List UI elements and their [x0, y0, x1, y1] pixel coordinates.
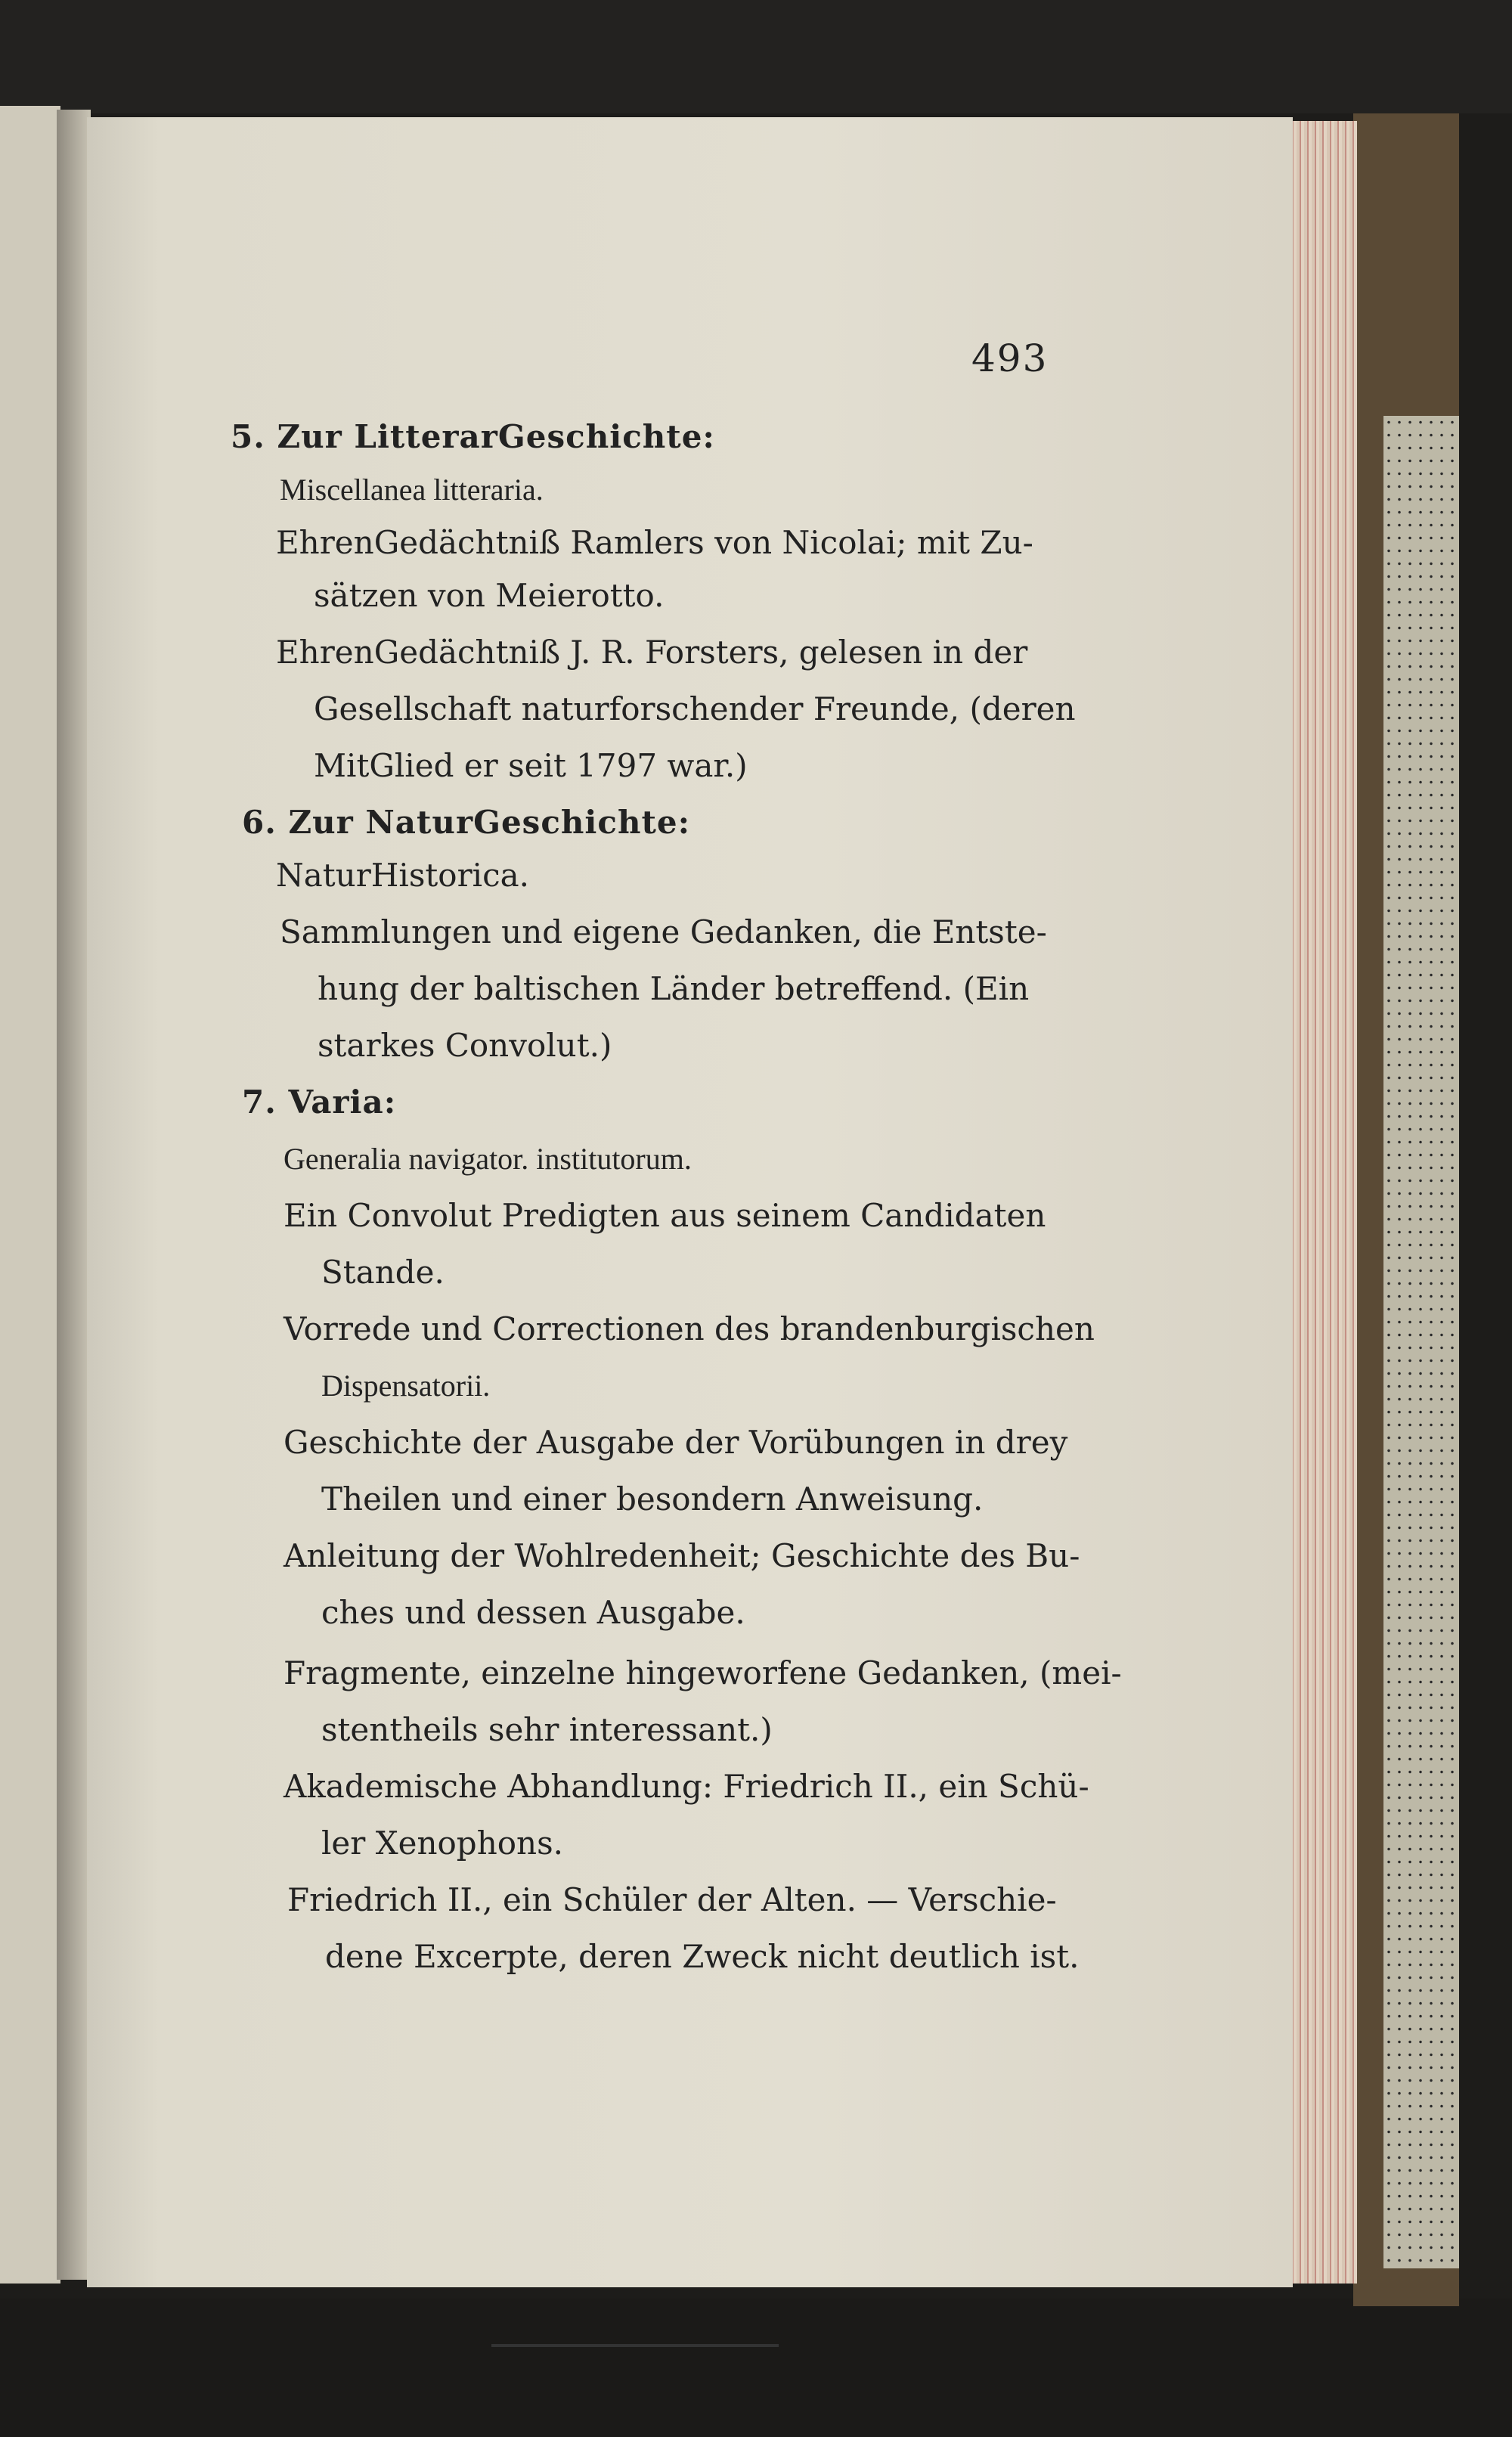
section-heading-5: 5. Zur LitterarGeschichte: [231, 418, 715, 455]
entry-continuation: ches und dessen Ausgabe. [321, 1594, 745, 1631]
entry-line: Geschichte der Ausgabe der Vorübungen in drey [284, 1424, 1068, 1461]
section-heading-7: 7. Varia: [242, 1084, 397, 1121]
entry-line: Miscellanea litteraria. [280, 473, 544, 507]
book-page [87, 117, 1293, 2287]
entry-continuation: sätzen von Meierotto. [314, 577, 665, 614]
section-heading-6: 6. Zur NaturGeschichte: [242, 804, 691, 841]
marbled-paper [1383, 416, 1459, 2268]
facing-page [0, 106, 60, 2284]
book-cover-top [0, 0, 1512, 113]
entry-continuation: stentheils sehr interessant.) [321, 1711, 773, 1748]
page-text [87, 117, 1293, 2287]
page-number: 493 [971, 336, 1049, 380]
entry-line: Sammlungen und eigene Gedanken, die Entste- [280, 913, 1047, 950]
entry-continuation: Theilen und einer besondern Anweisung. [321, 1480, 984, 1518]
book-cover-bottom [0, 2299, 1512, 2437]
entry-line: EhrenGedächtniß Ramlers von Nicolai; mit Zu- [276, 524, 1033, 561]
entry-continuation: hung der baltischen Länder betreffend. (Ein [318, 970, 1030, 1007]
entry-continuation: Dispensatorii. [321, 1369, 491, 1403]
entry-line: NaturHistorica. [276, 857, 529, 894]
page-edges [1289, 121, 1357, 2284]
closing-rule [491, 2344, 779, 2347]
entry-continuation: dene Excerpte, deren Zweck nicht deutlich ist. [325, 1938, 1080, 1975]
entry-line: Akademische Abhandlung: Friedrich II., ein Schü- [284, 1768, 1089, 1805]
entry-continuation: Stande. [321, 1254, 445, 1291]
gutter-shadow [57, 110, 91, 2280]
entry-line: Ein Convolut Predigten aus seinem Candidaten [284, 1197, 1046, 1234]
entry-line: Generalia navigator. institutorum. [284, 1142, 692, 1176]
entry-continuation: Gesellschaft naturforschender Freunde, (deren [314, 690, 1076, 727]
entry-continuation: MitGlied er seit 1797 war.) [314, 747, 748, 784]
entry-line: Fragmente, einzelne hingeworfene Gedanken, (mei- [284, 1654, 1122, 1691]
book-cover-right [1353, 113, 1459, 2306]
entry-line: Vorrede und Correctionen des brandenburgischen [284, 1310, 1095, 1347]
entry-continuation: ler Xenophons. [321, 1825, 563, 1862]
entry-line: Anleitung der Wohlredenheit; Geschichte des Bu- [284, 1537, 1080, 1574]
entry-line: EhrenGedächtniß J. R. Forsters, gelesen in der [276, 634, 1028, 671]
entry-line: Friedrich II., ein Schüler der Alten. — Verschie- [287, 1881, 1057, 1918]
entry-continuation: starkes Convolut.) [318, 1027, 612, 1064]
